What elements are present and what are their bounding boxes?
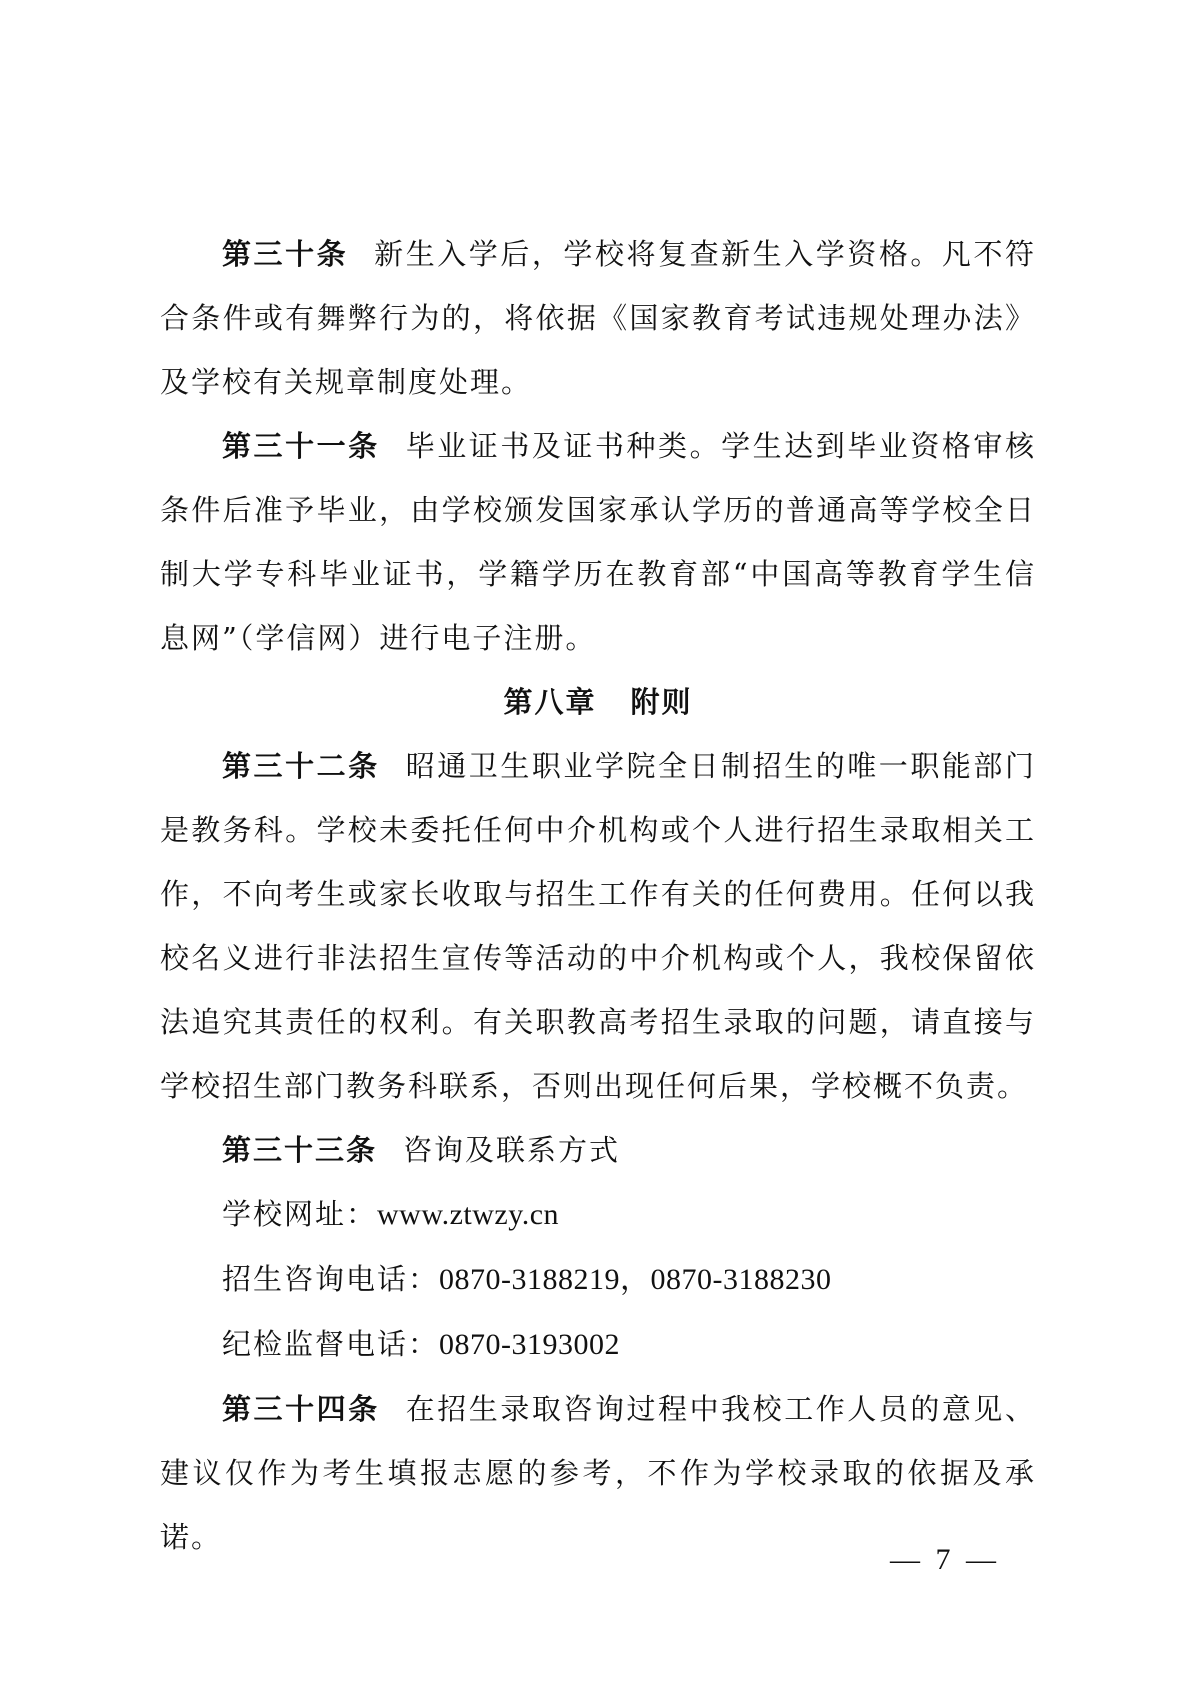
admission-phone-label: 招生咨询电话：	[222, 1262, 440, 1296]
article-31-text: 毕业证书及证书种类。学生达到毕业资格审核条件后准予毕业，由学校颁发国家承认学历的普通高等学校全日制大学专科毕业证书，学籍学历在教育部“中国高等教育学生信息网”（学信网）进行电子注册。	[160, 429, 1036, 655]
admission-phone-line	[160, 1247, 1036, 1312]
article-31-number: 第三十一条	[222, 429, 380, 463]
discipline-phone-line	[160, 1312, 1036, 1377]
discipline-phone-value: 0870-3193002	[439, 1328, 621, 1361]
article-34	[160, 1377, 1036, 1569]
article-33	[160, 1118, 1036, 1182]
admission-phone-value: 0870-3188219，0870-3188230	[439, 1263, 832, 1296]
article-34-text: 在招生录取咨询过程中我校工作人员的意见、建议仅作为考生填报志愿的参考，不作为学校录取的依据及承诺。	[160, 1392, 1036, 1554]
article-31	[160, 414, 1036, 670]
article-32-text: 昭通卫生职业学院全日制招生的唯一职能部门是教务科。学校未委托任何中介机构或个人进行招生录取相关工作，不向考生或家长收取与招生工作有关的任何费用。任何以我校名义进行非法招生宣传等活动的中介机构或个人，我校保留依法追究其责任的权利。有关职教高考招生录取的问题，请直接与学校招生部门教务科联系，否则出现任何后果，学校概不负责。	[160, 749, 1036, 1103]
chapter-title: 附则	[630, 685, 693, 719]
article-32	[160, 734, 1036, 1118]
website-label: 学校网址：	[222, 1197, 378, 1231]
discipline-phone-label: 纪检监督电话：	[222, 1327, 440, 1361]
chapter-heading	[160, 670, 1036, 734]
article-30-text: 新生入学后，学校将复查新生入学资格。凡不符合条件或有舞弊行为的，将依据《国家教育考试违规处理办法》及学校有关规章制度处理。	[160, 237, 1036, 399]
article-33-number: 第三十三条	[222, 1133, 378, 1167]
page-number: — 7 —	[890, 1543, 1000, 1576]
website-value: www.ztwzy.cn	[377, 1198, 560, 1231]
article-30	[160, 222, 1036, 414]
article-30-number: 第三十条	[222, 237, 349, 271]
article-34-number: 第三十四条	[222, 1392, 380, 1426]
document-body	[160, 222, 1036, 1569]
website-line	[160, 1182, 1036, 1247]
chapter-number: 第八章	[503, 685, 597, 719]
article-33-text: 咨询及联系方式	[403, 1133, 621, 1167]
article-32-number: 第三十二条	[222, 749, 380, 783]
